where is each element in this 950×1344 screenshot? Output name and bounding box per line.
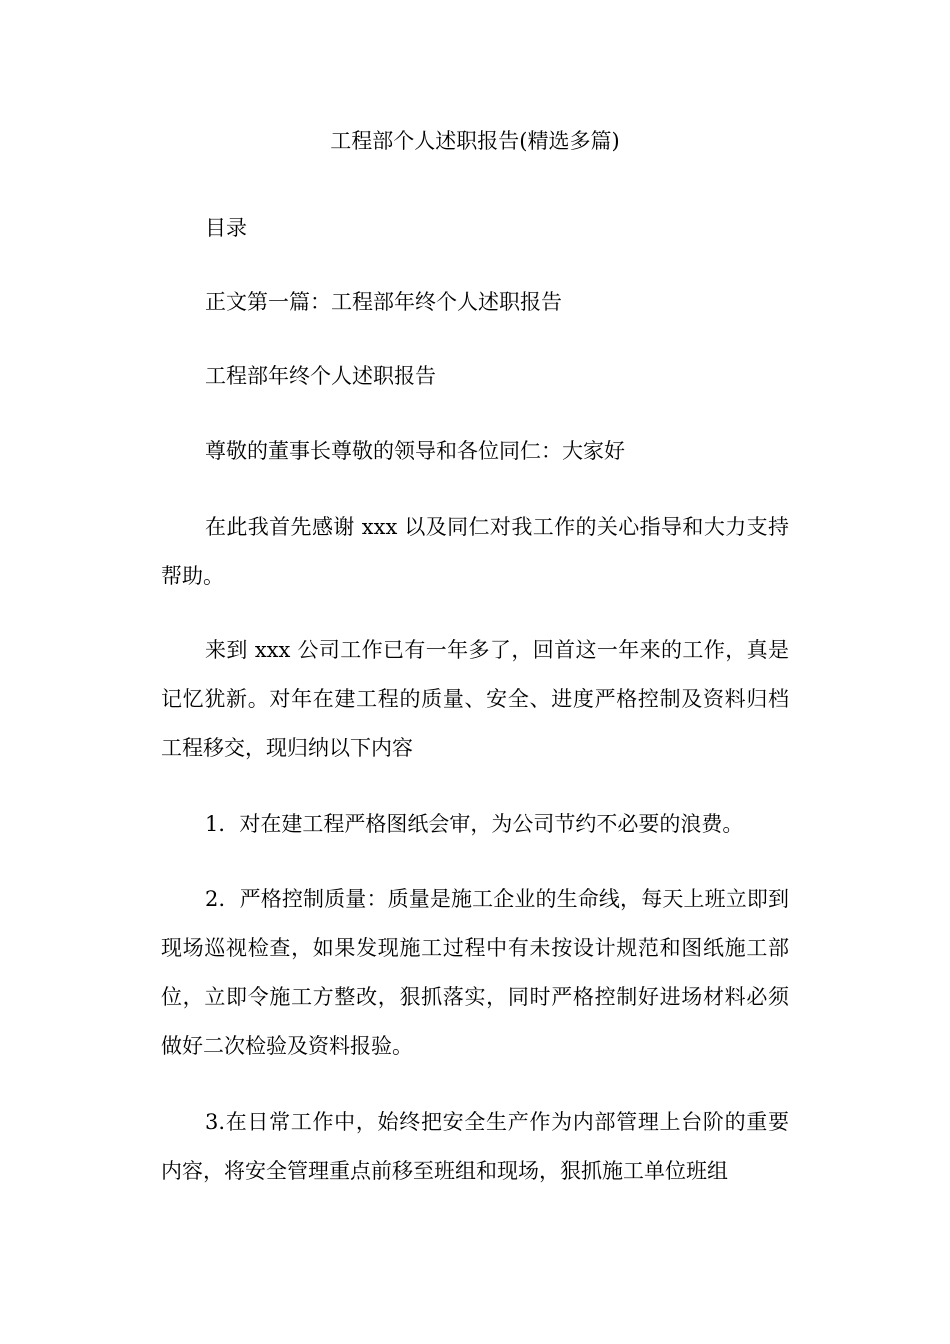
paragraph-salutation: 尊敬的董事长尊敬的领导和各位同仁：大家好	[205, 439, 625, 463]
paragraph-intro: 来到 xxx 公司工作已有一年多了，回首这一年来的工作，真是记忆犹新。对年在建工程的质量、安全、进度严格控制及资料归档工程移交，现归纳以下内容	[161, 638, 789, 760]
paragraph-item-2: 2．严格控制质量：质量是施工企业的生命线，每天上班立即到现场巡视检查，如果发现施工过程中有未按设计规范和图纸施工部位，立即令施工方整改，狠抓落实，同时严格控制好进场材料必须做好二次检验及资料报验。	[161, 887, 789, 1058]
document-title: 工程部个人述职报告(精选多篇)	[330, 129, 620, 153]
paragraph-toc-heading: 目录	[205, 216, 247, 240]
paragraph-item-1: 1．对在建工程严格图纸会审，为公司节约不必要的浪费。	[205, 812, 744, 836]
paragraph-thanks: 在此我首先感谢 xxx 以及同仁对我工作的关心指导和大力支持帮助。	[161, 515, 789, 588]
paragraph-first-article-heading: 正文第一篇：工程部年终个人述职报告	[205, 290, 562, 314]
paragraph-report-title: 工程部年终个人述职报告	[205, 364, 436, 388]
paragraph-item-3: 3.在日常工作中，始终把安全生产作为内部管理上台阶的重要内容，将安全管理重点前移至班组和现场，狠抓施工单位班组	[161, 1110, 789, 1183]
